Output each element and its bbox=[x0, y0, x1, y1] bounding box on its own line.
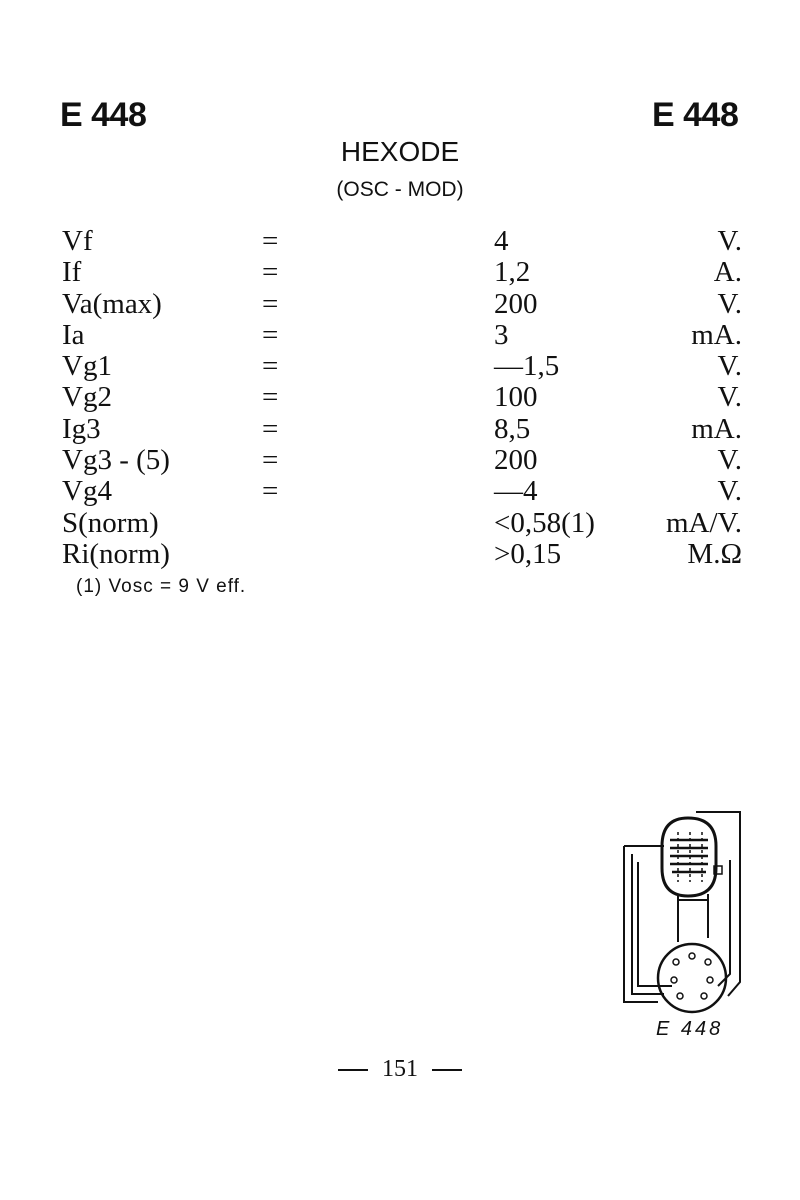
tube-type-title: HEXODE bbox=[340, 136, 460, 167]
parameter-name: S(norm) bbox=[62, 506, 159, 539]
tube-connection-diagram bbox=[612, 806, 752, 1046]
parameter-equals: = bbox=[262, 475, 279, 508]
parameter-equals: = bbox=[262, 381, 279, 414]
parameter-name: If bbox=[62, 256, 82, 289]
footnote: (1) Vosc = 9 V eff. bbox=[76, 576, 247, 597]
parameter-name: Ri(norm) bbox=[62, 537, 170, 570]
parameter-name: Ia bbox=[62, 318, 85, 351]
parameter-value: 200 bbox=[494, 444, 538, 477]
parameter-row bbox=[0, 320, 800, 351]
page-number-dash-left bbox=[338, 1069, 368, 1071]
parameter-equals: = bbox=[262, 256, 279, 289]
parameter-unit: V. bbox=[717, 444, 742, 477]
parameter-name: Vg1 bbox=[62, 350, 112, 383]
parameter-name: Vf bbox=[62, 225, 93, 257]
parameter-unit: V. bbox=[717, 350, 742, 383]
parameter-table bbox=[0, 226, 800, 570]
parameter-name: Vg3 - (5) bbox=[62, 444, 170, 477]
parameter-name: Vg2 bbox=[62, 381, 112, 414]
parameter-value: 100 bbox=[494, 381, 538, 414]
parameter-value: —4 bbox=[494, 475, 538, 508]
parameter-equals: = bbox=[262, 225, 279, 257]
tube-function-subtitle: (OSC - MOD) bbox=[336, 178, 464, 201]
parameter-equals: = bbox=[262, 318, 279, 351]
parameter-equals: = bbox=[262, 444, 279, 477]
parameter-row bbox=[0, 351, 800, 382]
parameter-row bbox=[0, 414, 800, 445]
parameter-row bbox=[0, 539, 800, 570]
parameter-equals: = bbox=[262, 412, 279, 445]
parameter-name: Ig3 bbox=[62, 412, 101, 445]
parameter-name: Vg4 bbox=[62, 475, 112, 508]
parameter-row bbox=[0, 476, 800, 507]
parameter-value: >0,15 bbox=[494, 537, 562, 570]
parameter-row bbox=[0, 445, 800, 476]
parameter-value: 4 bbox=[494, 225, 509, 257]
parameter-row bbox=[0, 289, 800, 320]
parameter-row bbox=[0, 508, 800, 539]
parameter-unit: mA. bbox=[691, 412, 742, 445]
page-number-dash-right bbox=[432, 1069, 462, 1071]
parameter-unit: V. bbox=[717, 475, 742, 508]
tube-code-right: E 448 bbox=[652, 96, 739, 134]
parameter-row bbox=[0, 382, 800, 413]
parameter-value: —1,5 bbox=[494, 350, 560, 383]
parameter-value: 1,2 bbox=[494, 256, 531, 289]
parameter-equals: = bbox=[262, 287, 279, 320]
parameter-name: Va(max) bbox=[62, 287, 162, 320]
diagram-label: E 448 bbox=[656, 1018, 724, 1040]
parameter-unit: V. bbox=[717, 381, 742, 414]
parameter-row bbox=[0, 257, 800, 288]
parameter-unit: A. bbox=[713, 256, 742, 289]
parameter-equals: = bbox=[262, 350, 279, 383]
parameter-unit: mA/V. bbox=[665, 506, 742, 539]
parameter-value: 3 bbox=[494, 318, 509, 351]
parameter-value: 200 bbox=[494, 287, 538, 320]
parameter-unit: mA. bbox=[691, 318, 742, 351]
page-number-text: 151 bbox=[382, 1056, 418, 1082]
tube-code-left: E 448 bbox=[60, 96, 147, 134]
parameter-value: <0,58(1) bbox=[494, 506, 595, 539]
page-number bbox=[0, 1056, 800, 1083]
parameter-unit: V. bbox=[717, 287, 742, 320]
parameter-row bbox=[0, 226, 800, 257]
parameter-unit: V. bbox=[717, 225, 742, 257]
parameter-unit: M.Ω bbox=[687, 537, 742, 570]
parameter-value: 8,5 bbox=[494, 412, 531, 445]
